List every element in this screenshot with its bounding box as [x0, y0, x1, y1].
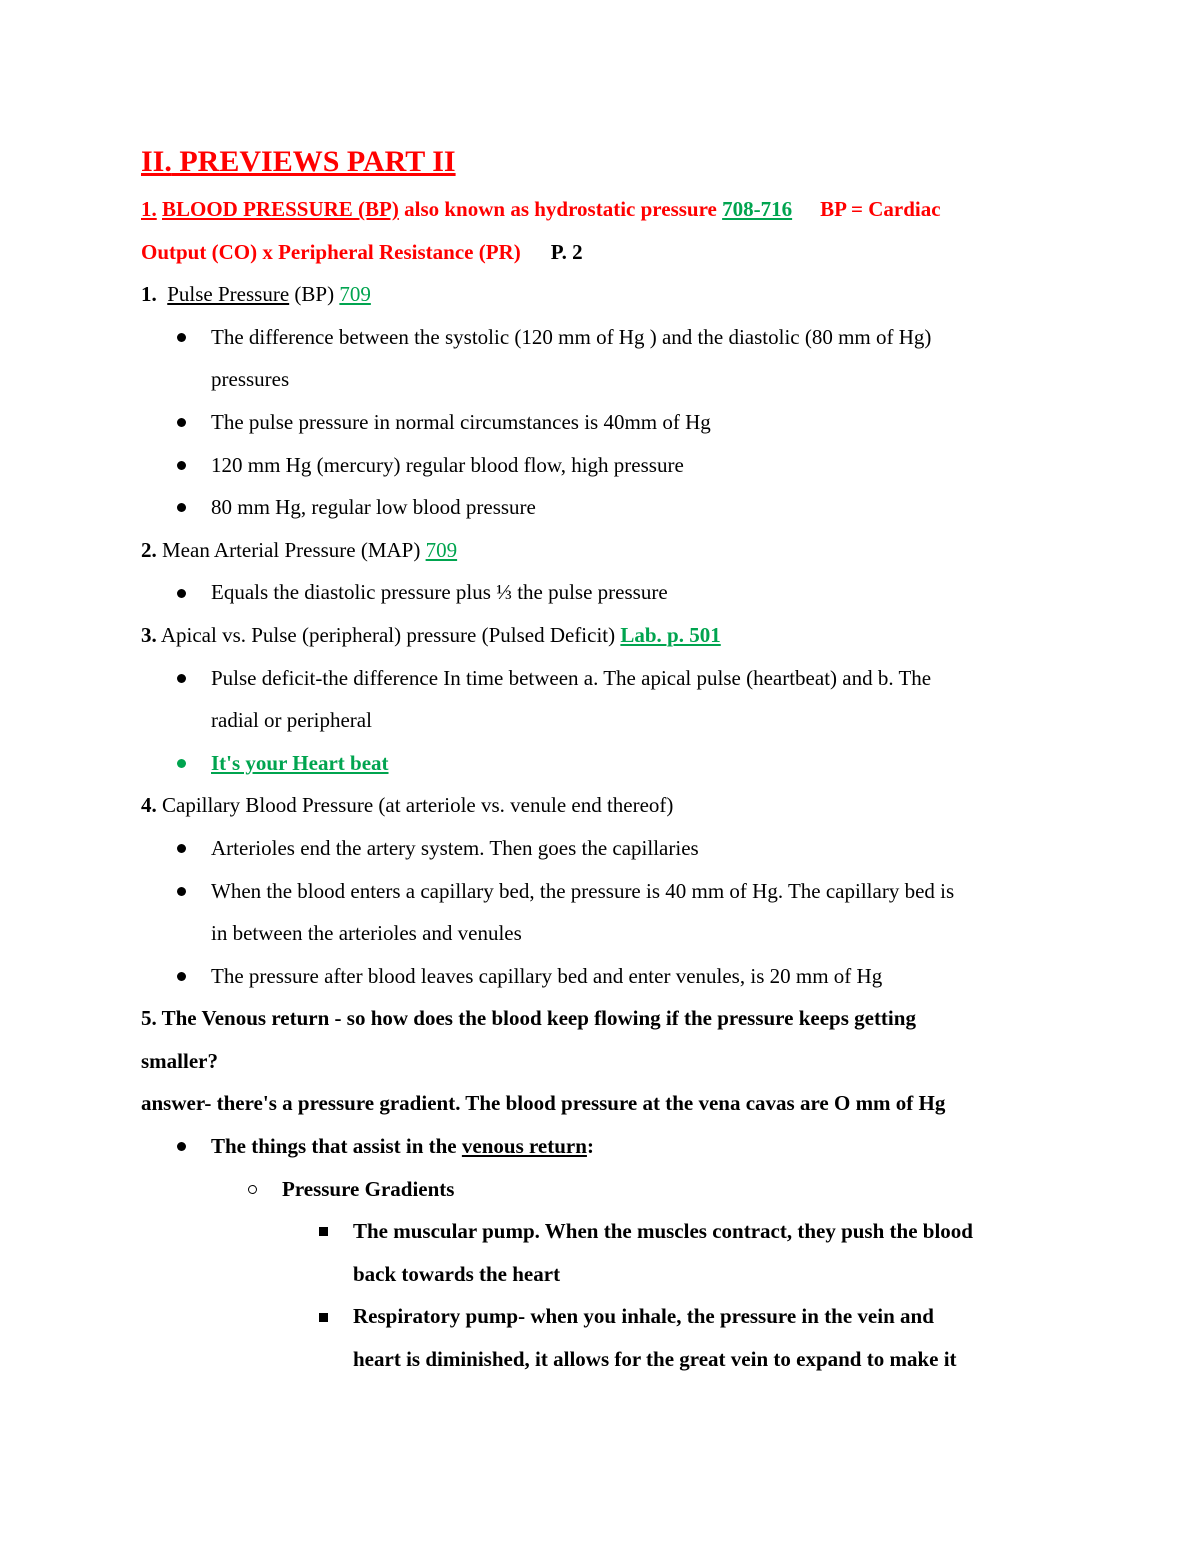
- section-pages-link[interactable]: 708-716: [722, 197, 793, 221]
- item-apical: [141, 614, 1081, 657]
- title-text: PREVIEWS PART II: [171, 145, 456, 178]
- list-item-text: The difference between the systolic (120 mm of Hg ) and the diastolic (80 mm of Hg): [211, 324, 932, 349]
- item-title: Capillary Blood Pressure (at arteriole vs. venule end thereof): [156, 793, 674, 818]
- item-number: 3.: [141, 622, 157, 647]
- list-item-text: The pulse pressure in normal circumstances is 40mm of Hg: [211, 409, 711, 434]
- list-item-highlight: [141, 742, 1081, 785]
- list-item-text: 80 mm Hg, regular low blood pressure: [211, 495, 536, 520]
- bullet-icon: [171, 316, 191, 359]
- bullet-icon: [171, 870, 191, 913]
- section-heading-line-2: [141, 231, 1081, 274]
- bullet-icon: [171, 401, 191, 444]
- sub-sub-list-item-continuation: [141, 1253, 1081, 1296]
- document-page: [141, 138, 1081, 1381]
- item-number: 1.: [141, 282, 157, 307]
- section-aka: also known as hydrostatic pressure: [398, 197, 723, 221]
- bullet-icon: [171, 657, 191, 700]
- list-item: [141, 401, 1081, 444]
- square-bullet-icon: [313, 1210, 333, 1253]
- sub-sub-list-item: [141, 1210, 1081, 1253]
- section-formula-1: BP = Cardiac: [820, 197, 941, 221]
- item-pulse-pressure: [141, 273, 1081, 316]
- bullet-icon: [171, 444, 191, 487]
- list-item-text: The pressure after blood leaves capillary bed and enter venules, is 20 mm of Hg: [211, 963, 883, 988]
- assist-suffix: :: [586, 1134, 594, 1159]
- section-number: 1.: [141, 197, 157, 221]
- venous-question: 5. The Venous return - so how does the blood keep flowing if the pressure keeps getting: [141, 1006, 916, 1031]
- bullet-icon: [171, 1125, 191, 1168]
- item-title: Mean Arterial Pressure (MAP): [156, 537, 426, 562]
- item-number: 2.: [141, 537, 157, 562]
- list-item-text: Respiratory pump- when you inhale, the pressure in the vein and: [353, 1304, 934, 1329]
- page-title: [141, 138, 1081, 186]
- list-item-text: Equals the diastolic pressure plus ⅓ the pulse pressure: [211, 580, 668, 605]
- list-item: [141, 827, 1081, 870]
- sub-list-item: [141, 1168, 1081, 1211]
- section-heading: BLOOD PRESSURE (BP): [162, 197, 399, 221]
- item-capillary: [141, 784, 1081, 827]
- list-item: [141, 1125, 1081, 1168]
- venous-answer: answer- there's a pressure gradient. The blood pressure at the vena cavas are O mm of Hg: [141, 1091, 946, 1116]
- bullet-icon: [171, 486, 191, 529]
- item-number: 4.: [141, 793, 157, 818]
- list-item-continuation: [141, 912, 1081, 955]
- list-item-text: Pulse deficit-the difference In time between a. The apical pulse (heartbeat) and b. The: [211, 665, 932, 690]
- list-item: [141, 955, 1081, 998]
- circle-bullet-icon: [242, 1168, 262, 1211]
- item-venous-line-2: [141, 1040, 1081, 1083]
- assist-link: venous return: [461, 1134, 587, 1159]
- assist-prefix: The things that assist in the: [211, 1134, 462, 1159]
- list-item-text: back towards the heart: [353, 1261, 561, 1286]
- item-title: Apical vs. Pulse (peripheral) pressure (Pulsed Deficit): [156, 622, 621, 647]
- list-item: [141, 486, 1081, 529]
- list-item-text: pressures: [211, 367, 290, 392]
- item-venous-answer: [141, 1082, 1081, 1125]
- list-item-text: in between the arterioles and venules: [211, 921, 522, 946]
- highlight-text: It's your Heart beat: [211, 750, 389, 775]
- list-item-text: Arterioles end the artery system. Then goes the capillaries: [211, 835, 699, 860]
- venous-question-cont: smaller?: [141, 1048, 218, 1073]
- list-item-continuation: [141, 358, 1081, 401]
- item-map: [141, 529, 1081, 572]
- sub-sub-list-item: [141, 1295, 1081, 1338]
- square-bullet-icon: [313, 1295, 333, 1338]
- item-title: Pulse Pressure: [167, 282, 290, 307]
- item-venous-line-1: [141, 997, 1081, 1040]
- list-item-text: 120 mm Hg (mercury) regular blood flow, high pressure: [211, 452, 684, 477]
- bullet-icon: [171, 742, 191, 785]
- bullet-icon: [171, 571, 191, 614]
- item-page-link[interactable]: 709: [339, 282, 371, 307]
- list-item: [141, 571, 1081, 614]
- bullet-icon: [171, 827, 191, 870]
- section-formula-2: Output (CO) x Peripheral Resistance (PR): [141, 239, 521, 264]
- bullet-icon: [171, 955, 191, 998]
- list-item-text: radial or peripheral: [211, 708, 372, 733]
- item-lab-link[interactable]: Lab. p. 501: [620, 622, 721, 647]
- list-item: [141, 316, 1081, 359]
- sub-sub-list-item-continuation: [141, 1338, 1081, 1381]
- list-item-continuation: [141, 699, 1081, 742]
- item-page-link[interactable]: 709: [425, 537, 458, 562]
- list-item: [141, 444, 1081, 487]
- title-prefix: II.: [141, 145, 172, 178]
- section-page-ref: P. 2: [550, 239, 583, 264]
- section-heading-line-1: [141, 188, 1081, 231]
- list-item-text: When the blood enters a capillary bed, the pressure is 40 mm of Hg. The capillary bed is: [211, 878, 955, 903]
- item-suffix: (BP): [289, 282, 340, 307]
- sub-heading: Pressure Gradients: [282, 1176, 455, 1201]
- list-item-text: The muscular pump. When the muscles contract, they push the blood: [353, 1219, 973, 1244]
- list-item: [141, 657, 1081, 700]
- list-item-text: heart is diminished, it allows for the great vein to expand to make it: [353, 1347, 957, 1372]
- list-item: [141, 870, 1081, 913]
